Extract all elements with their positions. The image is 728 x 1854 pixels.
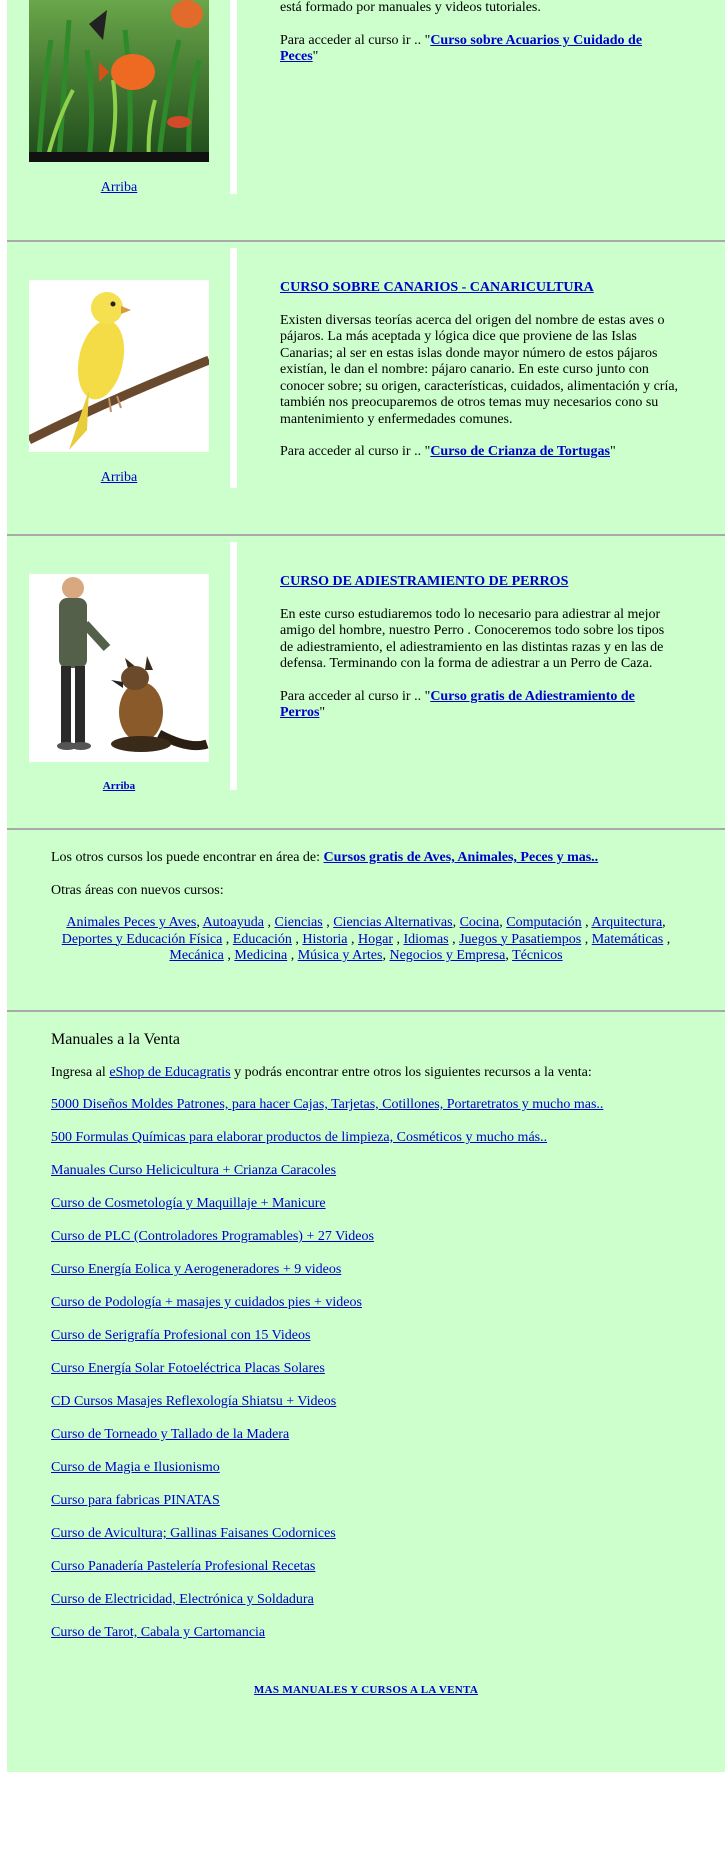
dog-training-illustration (29, 574, 209, 762)
course-title-link[interactable]: CURSO SOBRE CANARIOS - CANARICULTURA (280, 280, 594, 295)
manual-item-link[interactable]: Curso de Avicultura; Gallinas Faisanes Codornices (51, 1526, 336, 1541)
course-access (280, 689, 680, 722)
course-description: Existen diversas teorías acerca del origen del nombre de estas aves o pájaros. La más aceptada y lógica dice que proviene de las Islas Canarias; al ser en estas islas donde mayor número de estos pájaros existían, le dan el nombre: pájaro canario. En este curso junto con conocer sobre; su origen, características, cuidados, alimentación y cría, también nos preocuparemos de otros temas muy necesarios cono su mantenimiento y enfermedades comunes. (280, 312, 679, 427)
link-separator: , (382, 948, 390, 963)
manual-item-link[interactable]: CD Cursos Masajes Reflexología Shiatsu + Videos (51, 1394, 337, 1409)
course-perros (7, 536, 725, 828)
manual-item-link[interactable]: Curso de Magia e Ilusionismo (51, 1460, 220, 1475)
course-canarios (7, 242, 725, 534)
area-category-link[interactable]: Matemáticas (591, 931, 664, 947)
manual-item-link[interactable]: Curso de Podología + masajes y cuidados pies + videos (51, 1295, 362, 1310)
area-link[interactable]: Cursos gratis de Aves, Animales, Peces y mas.. (323, 850, 599, 865)
manual-item-link[interactable]: Curso de Electricidad, Electrónica y Soldadura (51, 1592, 314, 1607)
area-prefix: Los otros cursos los puede encontrar en área de: (51, 850, 324, 865)
manuals-section (7, 1012, 725, 1772)
back-to-top-link[interactable]: Arriba (100, 470, 138, 485)
page-content (7, 0, 725, 1772)
area-category-link[interactable]: Negocios y Empresa (389, 948, 506, 963)
course-access-link[interactable]: Curso sobre Acuarios y Cuidado de Peces (280, 32, 643, 64)
dog-training-image (29, 574, 209, 762)
link-separator: , (287, 948, 298, 963)
back-to-top-link[interactable]: Arriba (100, 180, 138, 195)
area-category-link[interactable]: Idiomas (403, 931, 449, 947)
link-separator: , (663, 931, 671, 947)
course-left-column (29, 574, 209, 792)
access-prefix: Para acceder al curso ir .. " (280, 444, 431, 459)
eshop-link[interactable]: eShop de Educagratis (109, 1064, 231, 1080)
link-separator: , (452, 915, 460, 930)
back-to-top-link[interactable]: Arriba (102, 780, 136, 792)
new-areas-label: Otras áreas con nuevos cursos: (51, 882, 224, 898)
access-suffix: " (312, 49, 319, 64)
area-category-link[interactable]: Arquitectura (591, 915, 663, 930)
column-divider (230, 542, 237, 790)
link-separator: , (322, 915, 334, 930)
link-separator: , (581, 931, 592, 947)
manual-item-link[interactable]: Curso de Serigrafía Profesional con 15 Videos (51, 1328, 311, 1343)
area-category-link[interactable]: Juegos y Pasatiempos (459, 931, 582, 947)
link-separator: , (196, 915, 203, 930)
course-access-link[interactable]: Curso gratis de Adiestramiento de Perros (280, 688, 635, 720)
link-separator: , (505, 948, 513, 963)
manual-item-link[interactable]: Curso de Tarot, Cabala y Cartomancia (51, 1625, 266, 1640)
more-manuals-wrapper (51, 1682, 681, 1699)
manual-item-link[interactable]: Curso Energía Solar Fotoeléctrica Placas Solares (51, 1361, 325, 1376)
link-separator: , (291, 931, 303, 947)
area-links (51, 915, 681, 965)
course-right-column (280, 574, 680, 738)
manual-item-link[interactable]: Curso de Torneado y Tallado de la Madera (51, 1427, 290, 1442)
area-category-link[interactable]: Historia (302, 931, 348, 947)
course-right-column (280, 0, 680, 82)
column-divider (230, 248, 237, 488)
area-category-link[interactable]: Cocina (459, 915, 500, 930)
area-category-link[interactable]: Computación (506, 915, 582, 930)
area-category-link[interactable]: Mecánica (169, 948, 224, 963)
access-suffix: " (319, 705, 326, 720)
course-left-column (29, 280, 209, 486)
link-separator: , (264, 915, 275, 930)
area-category-link[interactable]: Ciencias Alternativas (333, 915, 453, 930)
course-right-column (280, 280, 680, 477)
area-category-link[interactable]: Autoayuda (202, 915, 264, 930)
other-areas-section (7, 830, 725, 1010)
manual-item-link[interactable]: 5000 Diseños Moldes Patrones, para hacer Cajas, Tarjetas, Cotillones, Portaretratos y mucho mas.. (51, 1097, 604, 1112)
aquarium-illustration (29, 0, 209, 162)
link-separator: , (393, 931, 404, 947)
course-title-link[interactable]: CURSO DE ADIESTRAMIENTO DE PERROS (280, 574, 569, 589)
link-separator: , (448, 931, 460, 947)
area-category-link[interactable]: Medicina (234, 948, 288, 963)
area-category-link[interactable]: Música y Artes (297, 948, 383, 963)
intro-prefix: Ingresa al (51, 1064, 110, 1080)
link-separator: , (581, 915, 592, 930)
link-separator: , (222, 931, 233, 947)
canary-image (29, 280, 209, 452)
course-access (280, 33, 680, 66)
manual-item-link[interactable]: Curso para fabricas PINATAS (51, 1493, 220, 1508)
manual-item-link[interactable]: 500 Formulas Químicas para elaborar productos de limpieza, Cosméticos y mucho más.. (51, 1130, 548, 1145)
manual-item-link[interactable]: Curso de Cosmetología y Maquillaje + Manicure (51, 1196, 326, 1211)
course-description: En este curso estudiaremos todo lo necesario para adiestrar al mejor amigo del hombre, nuestro Perro . Conoceremos todo sobre los tipos de adiestramiento, el adiestramiento en las distintas razas y en las de defensa. Terminando con la forma de adiestrar a un Perro de Caza. (280, 606, 665, 671)
area-category-link[interactable]: Técnicos (512, 948, 563, 963)
course-description: está formado por manuales y videos tutoriales. (280, 0, 541, 15)
manuals-heading: Manuales a la Venta (51, 1031, 180, 1048)
area-category-link[interactable]: Educación (232, 931, 292, 947)
area-category-link[interactable]: Deportes y Educación Física (61, 931, 223, 947)
intro-suffix: y podrás encontrar entre otros los siguientes recursos a la venta: (230, 1064, 592, 1080)
canary-illustration (29, 280, 209, 452)
course-access (280, 444, 680, 461)
link-separator: , (223, 948, 235, 963)
manual-item-link[interactable]: Curso Energía Eolica y Aerogeneradores + 9 videos (51, 1262, 342, 1277)
access-prefix: Para acceder al curso ir .. " (280, 32, 431, 48)
link-separator: , (499, 915, 507, 930)
manuals-intro (51, 1065, 681, 1082)
manual-list (51, 1097, 681, 1642)
aquarium-image (29, 0, 209, 162)
area-category-link[interactable]: Animales Peces y Aves (66, 915, 197, 930)
more-manuals-link[interactable]: MAS MANUALES Y CURSOS A LA VENTA (253, 1683, 479, 1696)
access-suffix: " (610, 444, 616, 459)
access-prefix: Para acceder al curso ir .. " (280, 688, 431, 704)
course-acuarios (7, 0, 725, 240)
course-left-column (29, 0, 209, 196)
link-separator: , (347, 931, 358, 947)
area-line (51, 850, 681, 867)
column-divider (230, 0, 237, 194)
link-separator: , (662, 915, 666, 930)
area-category-link[interactable]: Hogar (358, 931, 393, 947)
manual-item-link[interactable]: Curso de PLC (Controladores Programables) + 27 Videos (51, 1229, 374, 1244)
manual-item-link[interactable]: Curso Panadería Pastelería Profesional Recetas (51, 1559, 316, 1574)
course-access-link[interactable]: Curso de Crianza de Tortugas (430, 444, 610, 459)
manual-item-link[interactable]: Manuales Curso Helicicultura + Crianza Caracoles (51, 1163, 337, 1178)
area-category-link[interactable]: Ciencias (274, 915, 323, 930)
